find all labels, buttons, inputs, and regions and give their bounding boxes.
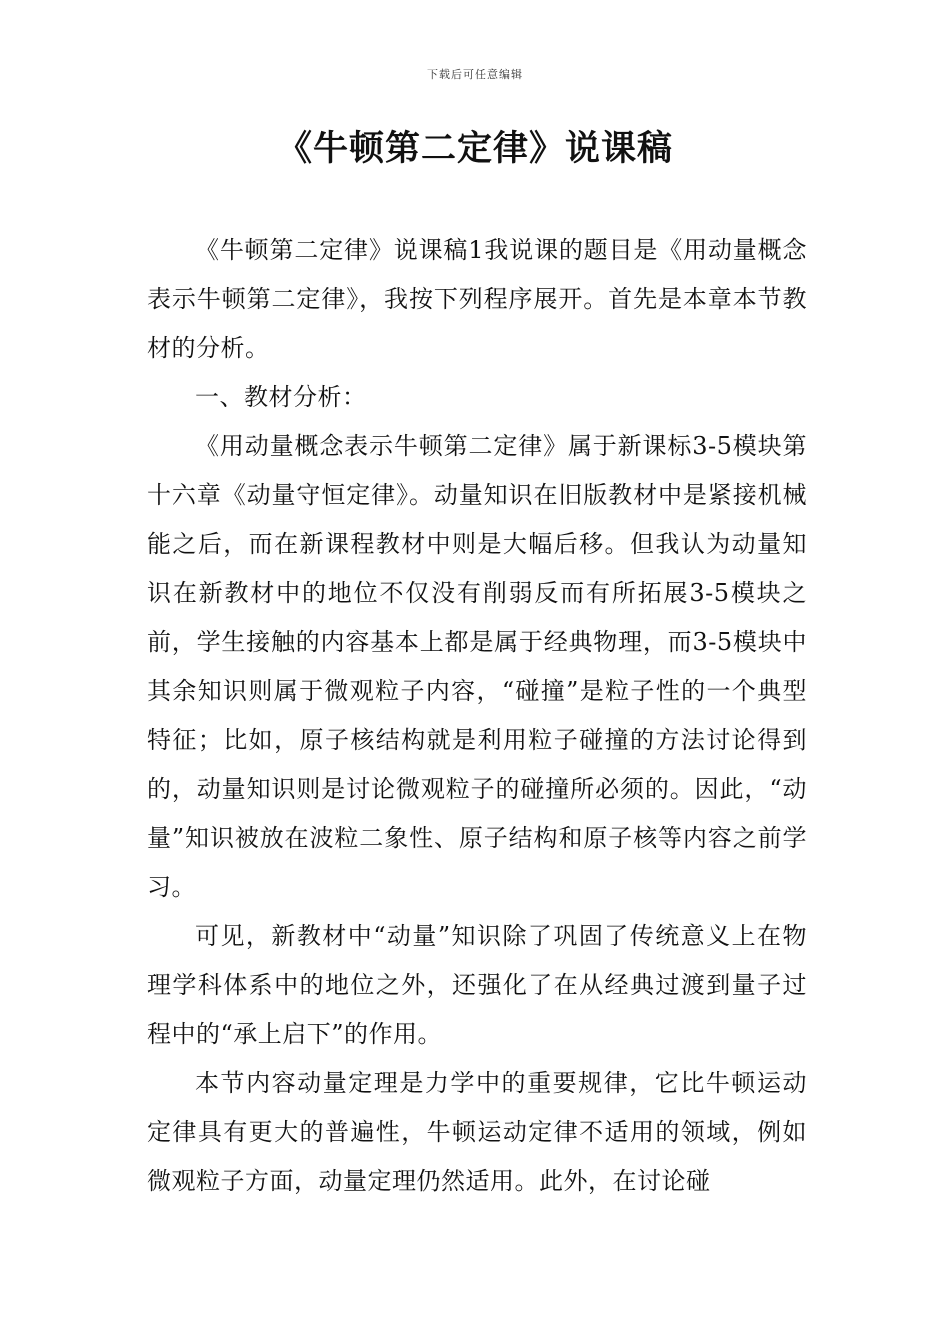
paragraph-textbook-analysis: 《用动量概念表示牛顿第二定律》属于新课标3-5模块第十六章《动量守恒定律》。动量知识在旧版教材中是紧接机械能之后，而在新课程教材中则是大幅后移。但我认为动量知识在新教材中的地位不仅没有削弱反而有所拓展3-5模块之前，学生接触的内容基本上都是属于经典物理，而3-5模块中其余知识则属于微观粒子内容，“碰撞”是粒子性的一个典型特征；比如，原子核结构就是利用粒子碰撞的方法讨论得到的，动量知识则是讨论微观粒子的碰撞所必须的。因此，“动量”知识被放在波粒二象性、原子结构和原子核等内容之前学习。 [147, 432, 807, 901]
paragraph-momentum-theorem: 本节内容动量定理是力学中的重要规律，它比牛顿运动定律具有更大的普遍性，牛顿运动定律不适用的领域，例如微观粒子方面，动量定理仍然适用。此外，在讨论碰 [147, 1069, 807, 1195]
paragraph-role-of-momentum: 可见，新教材中“动量”知识除了巩固了传统意义上在物理学科体系中的地位之外，还强化了在从经典过渡到量子过程中的“承上启下”的作用。 [147, 922, 807, 1048]
paragraph-intro: 《牛顿第二定律》说课稿1我说课的题目是《用动量概念表示牛顿第二定律》，我按下列程序展开。首先是本章本节教材的分析。 [147, 236, 807, 362]
document-title: 《牛顿第二定律》说课稿 [276, 129, 673, 169]
header-note: 下载后可任意编辑 [427, 68, 523, 81]
section-heading-textbook-analysis: 一、教材分析： [195, 383, 367, 411]
document-body [147, 226, 807, 1206]
